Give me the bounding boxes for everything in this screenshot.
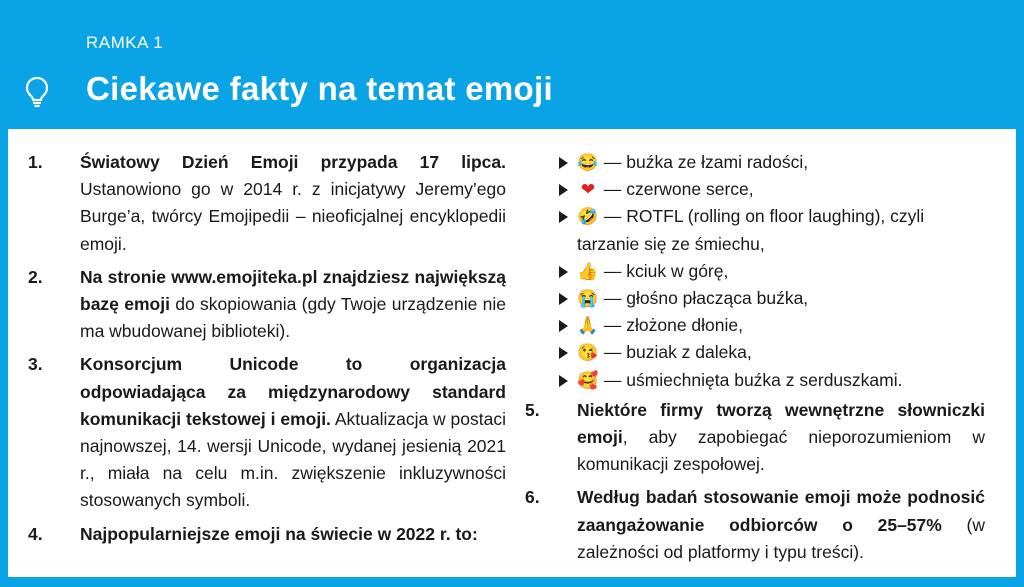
item-bold-text: Najpopularniejsze emoji na świecie w 2022 r. to:	[80, 523, 478, 544]
item-number: 3.	[28, 354, 43, 375]
emoji-list	[525, 149, 985, 394]
emoji-description: — czerwone serce,	[603, 179, 754, 200]
emoji-description: — głośno płacząca buźka,	[603, 288, 809, 309]
content-panel	[8, 129, 1016, 577]
emoji-description: — złożone dłonie,	[603, 315, 743, 336]
item-text: , aby zapobiegać nieporozumieniom w komunikacji zespołowej.	[577, 427, 985, 475]
item-text: do skopiowania (gdy Twoje urządzenie nie ma wbudowanej biblioteki).	[80, 294, 506, 342]
emoji-icon: 🥰	[577, 370, 599, 390]
triangle-bullet-icon	[559, 375, 568, 387]
emoji-list-item	[525, 149, 985, 176]
emoji-icon: 😂	[577, 153, 599, 172]
emoji-description: — kciuk w górę,	[603, 260, 729, 281]
triangle-bullet-icon	[559, 293, 568, 305]
item-text: Aktualizacja w postaci najnowszej, 14. wersji Unicode, wydanej jesienią 2021 r., miała na celu m.in. zwiększenie inkluzywności stosowanych symboli.	[80, 408, 507, 511]
item-bold-text: Na stronie www.emojiteka.pl znajdziesz największą bazę emoji	[80, 266, 506, 315]
item-number: 5.	[525, 399, 540, 420]
emoji-icon: 👍	[577, 261, 599, 281]
box-title: Ciekawe fakty na temat emoji	[86, 70, 553, 107]
emoji-icon: ❤	[580, 180, 596, 200]
box-label: RAMKA 1	[86, 33, 164, 52]
triangle-bullet-icon	[559, 266, 568, 278]
emoji-icon: 🙏	[577, 316, 599, 336]
emoji-icon: 🤣	[577, 207, 599, 227]
triangle-bullet-icon	[559, 320, 568, 332]
triangle-bullet-icon	[559, 184, 568, 196]
emoji-list-item	[525, 203, 985, 257]
emoji-list-item	[525, 367, 985, 394]
item-bold-text: Według badań stosowanie emoji może podnosić zaangażowanie odbiorców o 25–57%	[577, 487, 985, 535]
emoji-list-item	[525, 176, 985, 203]
right-column	[525, 149, 985, 566]
emoji-list-item	[525, 285, 985, 312]
emoji-description: — uśmiechnięta buźka z serduszkami.	[603, 369, 903, 390]
triangle-bullet-icon	[559, 157, 568, 169]
list-item	[28, 149, 506, 258]
item-number: 6.	[525, 487, 540, 508]
header	[0, 0, 1024, 128]
list-item	[28, 264, 506, 346]
triangle-bullet-icon	[559, 347, 568, 359]
triangle-bullet-icon	[559, 211, 568, 223]
lightbulb-icon	[24, 76, 50, 108]
emoji-description: — ROTFL (rolling on floor laughing), czyli tarzanie się ze śmiechu,	[577, 206, 925, 254]
emoji-list-item	[525, 258, 985, 285]
item-bold-text: Niektóre firmy tworzą wewnętrzne słowniczki emoji	[577, 399, 985, 448]
item-bold-text: Konsorcjum Unicode to organizacja odpowiadająca za międzynarodowy standard komunikacji tekstowej i emoji.	[80, 354, 506, 429]
item-text: (w zależności od platformy i typu treści).	[577, 514, 985, 562]
item-number: 1.	[28, 152, 43, 172]
list-item	[28, 351, 506, 514]
emoji-list-item	[525, 339, 985, 366]
left-column	[28, 149, 506, 548]
emoji-description: — buziak z daleka,	[603, 342, 752, 363]
list-item	[28, 521, 506, 548]
list-item	[525, 484, 985, 566]
emoji-list-item	[525, 312, 985, 339]
item-number: 2.	[28, 266, 43, 287]
emoji-icon: 😭	[577, 289, 599, 309]
emoji-description: — buźka ze łzami radości,	[603, 152, 809, 172]
item-bold-text: Światowy Dzień Emoji przypada 17 lipca.	[80, 152, 506, 172]
emoji-icon: 😘	[577, 343, 599, 363]
item-text: Ustanowiono go w 2014 r. z inicjatywy Jeremy’ego Burge’a, twórcy Emojipedii – nieoficjalnej encyklopedii emoji.	[80, 179, 506, 254]
list-item	[525, 397, 985, 479]
item-number: 4.	[28, 523, 43, 544]
